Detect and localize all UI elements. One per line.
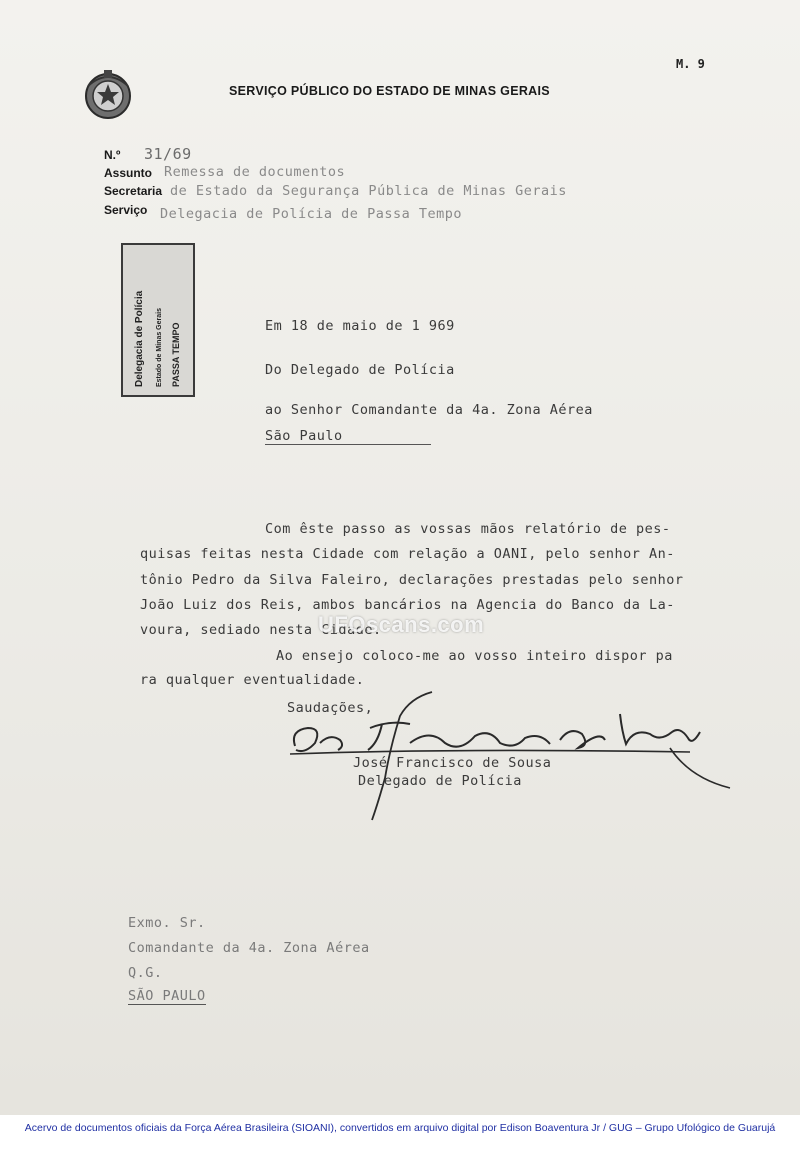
signatory-title: Delegado de Polícia [358,773,522,789]
body-line-1: Com êste passo as vossas mãos relatório de pes- [265,521,671,537]
stamp-line-3: PASSA TEMPO [171,322,181,387]
letter-date: Em 18 de maio de 1 969 [265,318,455,334]
letter-from: Do Delegado de Polícia [265,362,455,378]
page-code: M. 9 [676,57,705,71]
body-line-5: voura, sediado nesta Cidade. [140,622,382,638]
recipient-line-2: Comandante da 4a. Zona Aérea [128,940,370,956]
closing-line-2: ra qualquer eventualidade. [140,672,365,688]
subject-value: Remessa de documentos [164,164,346,180]
subject-label: Assunto [104,166,152,180]
number-value: 31/69 [144,145,192,163]
number-label: N.º [104,148,121,162]
closing-line-1: Ao ensejo coloco-me ao vosso inteiro dispor pa [276,648,673,664]
signatory-name: José Francisco de Sousa [353,755,552,771]
coat-of-arms-seal [80,66,136,122]
service-value: Delegacia de Polícia de Passa Tempo [160,206,462,222]
recipient-line-4: SÃO PAULO [128,988,206,1004]
recipient-line-3: Q.G. [128,965,163,981]
body-line-2: quisas feitas nesta Cidade com relação a OANI, pelo senhor An- [140,546,675,562]
secretariat-label: Secretaria [104,184,163,198]
police-stamp [121,243,195,397]
letter-to: ao Senhor Comandante da 4a. Zona Aérea [265,402,593,418]
page-header-title: SERVIÇO PÚBLICO DO ESTADO DE MINAS GERAIS [229,84,550,98]
recipient-line-1: Exmo. Sr. [128,915,206,931]
letter-to-city: São Paulo [265,428,431,445]
stamp-line-1: Delegacia de Polícia [134,290,145,387]
body-line-3: tônio Pedro da Silva Faleiro, declarações prestadas pelo senhor [140,572,684,588]
archive-footer: Acervo de documentos oficiais da Força Aérea Brasileira (SIOANI), convertidos em arquivo digital por Edison Boaventura Jr / GUG – Grupo Ufológico de Guarujá [24,1122,776,1134]
service-label: Serviço [104,203,148,217]
secretariat-value: de Estado da Segurança Pública de Minas Gerais [170,183,567,199]
body-line-4: João Luiz dos Reis, ambos bancários na Agencia do Banco da La- [140,597,675,613]
watermark: UFOscans.com [318,612,485,637]
stamp-line-2: Estado de Minas Gerais [156,308,163,387]
salutation: Saudações, [287,700,374,716]
